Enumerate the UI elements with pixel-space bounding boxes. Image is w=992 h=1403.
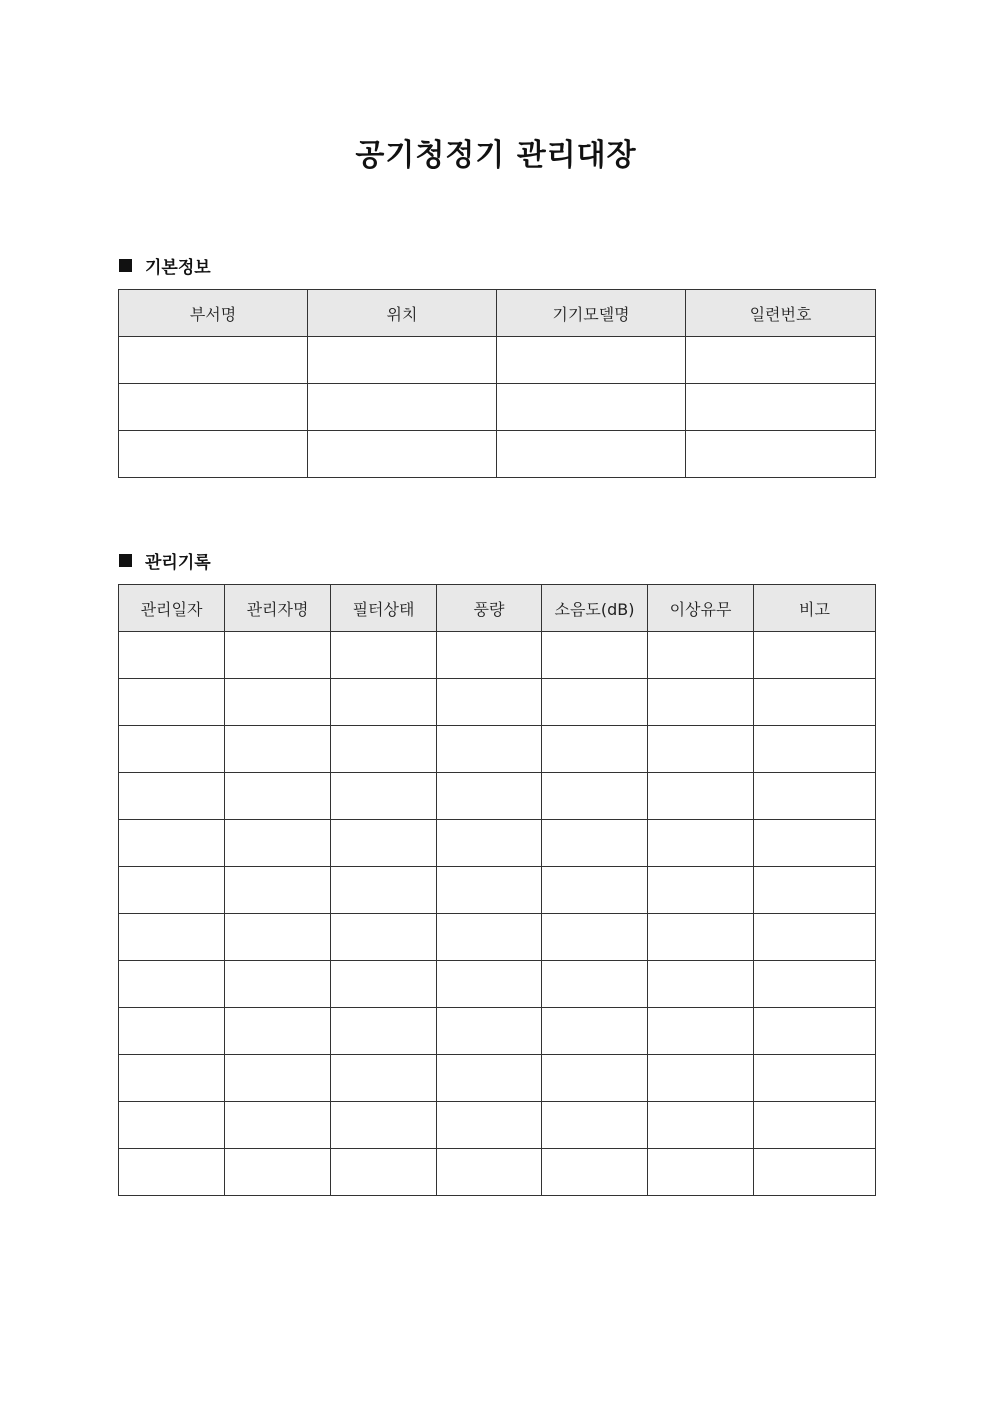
basic-info-table bbox=[118, 289, 876, 478]
record-cell[interactable] bbox=[119, 961, 225, 1008]
table-row bbox=[119, 867, 876, 914]
record-cell[interactable] bbox=[225, 961, 331, 1008]
record-cell[interactable] bbox=[648, 1102, 754, 1149]
record-cell[interactable] bbox=[119, 773, 225, 820]
record-cell[interactable] bbox=[331, 867, 437, 914]
record-cell[interactable] bbox=[437, 679, 542, 726]
record-cell[interactable] bbox=[119, 820, 225, 867]
basic-info-cell[interactable] bbox=[119, 431, 308, 478]
record-cell[interactable] bbox=[542, 726, 648, 773]
record-cell[interactable] bbox=[542, 1008, 648, 1055]
table-row bbox=[119, 820, 876, 867]
record-cell[interactable] bbox=[437, 820, 542, 867]
record-cell[interactable] bbox=[225, 1008, 331, 1055]
square-bullet-icon bbox=[119, 259, 132, 272]
record-cell[interactable] bbox=[225, 726, 331, 773]
record-cell[interactable] bbox=[437, 867, 542, 914]
record-cell[interactable] bbox=[331, 632, 437, 679]
record-cell[interactable] bbox=[754, 726, 876, 773]
column-header-serial-number: 일련번호 bbox=[686, 290, 876, 337]
basic-info-cell[interactable] bbox=[686, 337, 876, 384]
record-cell[interactable] bbox=[225, 773, 331, 820]
document-title: 공기청정기 관리대장 bbox=[355, 138, 637, 173]
record-cell[interactable] bbox=[437, 1102, 542, 1149]
record-cell[interactable] bbox=[754, 679, 876, 726]
record-cell[interactable] bbox=[225, 632, 331, 679]
record-cell[interactable] bbox=[331, 1102, 437, 1149]
column-header-noise-level: 소음도(dB) bbox=[542, 585, 648, 632]
basic-info-heading bbox=[119, 253, 211, 277]
record-cell[interactable] bbox=[542, 632, 648, 679]
record-cell[interactable] bbox=[225, 1055, 331, 1102]
record-cell[interactable] bbox=[437, 773, 542, 820]
record-cell[interactable] bbox=[437, 961, 542, 1008]
record-cell[interactable] bbox=[754, 961, 876, 1008]
management-records-heading-label: 관리기록 bbox=[145, 552, 211, 573]
record-cell[interactable] bbox=[648, 914, 754, 961]
table-row bbox=[119, 384, 876, 431]
record-cell[interactable] bbox=[437, 632, 542, 679]
record-cell[interactable] bbox=[437, 914, 542, 961]
basic-info-header-row bbox=[119, 290, 876, 337]
record-cell[interactable] bbox=[754, 1102, 876, 1149]
record-cell[interactable] bbox=[437, 1055, 542, 1102]
record-cell[interactable] bbox=[542, 679, 648, 726]
record-cell[interactable] bbox=[119, 914, 225, 961]
record-cell[interactable] bbox=[437, 1149, 542, 1196]
basic-info-cell[interactable] bbox=[308, 384, 497, 431]
table-row bbox=[119, 632, 876, 679]
record-cell[interactable] bbox=[648, 1149, 754, 1196]
table-row bbox=[119, 1149, 876, 1196]
management-records-header-row bbox=[119, 585, 876, 632]
table-row bbox=[119, 679, 876, 726]
record-cell[interactable] bbox=[648, 773, 754, 820]
record-cell[interactable] bbox=[331, 773, 437, 820]
record-cell[interactable] bbox=[225, 679, 331, 726]
table-row bbox=[119, 726, 876, 773]
record-cell[interactable] bbox=[119, 1008, 225, 1055]
record-cell[interactable] bbox=[542, 1055, 648, 1102]
basic-info-cell[interactable] bbox=[308, 431, 497, 478]
record-cell[interactable] bbox=[754, 867, 876, 914]
basic-info-cell[interactable] bbox=[119, 384, 308, 431]
record-cell[interactable] bbox=[542, 1102, 648, 1149]
column-header-air-volume: 풍량 bbox=[437, 585, 542, 632]
record-cell[interactable] bbox=[225, 914, 331, 961]
record-cell[interactable] bbox=[542, 961, 648, 1008]
record-cell[interactable] bbox=[648, 867, 754, 914]
basic-info-heading-label: 기본정보 bbox=[145, 257, 211, 278]
record-cell[interactable] bbox=[648, 820, 754, 867]
record-cell[interactable] bbox=[331, 1149, 437, 1196]
record-cell[interactable] bbox=[119, 632, 225, 679]
record-cell[interactable] bbox=[754, 1055, 876, 1102]
record-cell[interactable] bbox=[119, 1102, 225, 1149]
table-row bbox=[119, 1008, 876, 1055]
record-cell[interactable] bbox=[437, 1008, 542, 1055]
record-cell[interactable] bbox=[331, 1055, 437, 1102]
record-cell[interactable] bbox=[648, 961, 754, 1008]
record-cell[interactable] bbox=[542, 914, 648, 961]
record-cell[interactable] bbox=[119, 1055, 225, 1102]
record-cell[interactable] bbox=[331, 679, 437, 726]
table-row bbox=[119, 337, 876, 384]
record-cell[interactable] bbox=[331, 1008, 437, 1055]
record-cell[interactable] bbox=[225, 1102, 331, 1149]
table-row bbox=[119, 1102, 876, 1149]
column-header-department: 부서명 bbox=[119, 290, 308, 337]
basic-info-cell[interactable] bbox=[119, 337, 308, 384]
column-header-management-date: 관리일자 bbox=[119, 585, 225, 632]
management-records-table bbox=[118, 584, 876, 1196]
record-cell[interactable] bbox=[225, 820, 331, 867]
record-cell[interactable] bbox=[542, 773, 648, 820]
record-cell[interactable] bbox=[754, 632, 876, 679]
table-row bbox=[119, 431, 876, 478]
record-cell[interactable] bbox=[331, 726, 437, 773]
record-cell[interactable] bbox=[119, 679, 225, 726]
column-header-remarks: 비고 bbox=[754, 585, 876, 632]
record-cell[interactable] bbox=[437, 726, 542, 773]
basic-info-cell[interactable] bbox=[308, 337, 497, 384]
record-cell[interactable] bbox=[331, 961, 437, 1008]
record-cell[interactable] bbox=[331, 914, 437, 961]
record-cell[interactable] bbox=[119, 726, 225, 773]
record-cell[interactable] bbox=[754, 1008, 876, 1055]
record-cell[interactable] bbox=[542, 820, 648, 867]
table-row bbox=[119, 1055, 876, 1102]
record-cell[interactable] bbox=[119, 1149, 225, 1196]
column-header-abnormality: 이상유무 bbox=[648, 585, 754, 632]
table-row bbox=[119, 773, 876, 820]
record-cell[interactable] bbox=[331, 820, 437, 867]
table-row bbox=[119, 961, 876, 1008]
record-cell[interactable] bbox=[119, 867, 225, 914]
record-cell[interactable] bbox=[648, 632, 754, 679]
management-records-body bbox=[119, 632, 876, 1196]
column-header-model-name: 기기모델명 bbox=[497, 290, 686, 337]
basic-info-cell[interactable] bbox=[686, 431, 876, 478]
record-cell[interactable] bbox=[648, 679, 754, 726]
record-cell[interactable] bbox=[754, 820, 876, 867]
record-cell[interactable] bbox=[648, 1008, 754, 1055]
column-header-location: 위치 bbox=[308, 290, 497, 337]
record-cell[interactable] bbox=[754, 1149, 876, 1196]
basic-info-cell[interactable] bbox=[497, 431, 686, 478]
column-header-filter-status: 필터상태 bbox=[331, 585, 437, 632]
management-records-heading bbox=[119, 548, 211, 572]
square-bullet-icon bbox=[119, 554, 132, 567]
record-cell[interactable] bbox=[542, 867, 648, 914]
record-cell[interactable] bbox=[225, 1149, 331, 1196]
basic-info-cell[interactable] bbox=[497, 337, 686, 384]
record-cell[interactable] bbox=[754, 773, 876, 820]
basic-info-cell[interactable] bbox=[497, 384, 686, 431]
basic-info-cell[interactable] bbox=[686, 384, 876, 431]
column-header-manager-name: 관리자명 bbox=[225, 585, 331, 632]
record-cell[interactable] bbox=[225, 867, 331, 914]
table-row bbox=[119, 914, 876, 961]
record-cell[interactable] bbox=[542, 1149, 648, 1196]
record-cell[interactable] bbox=[754, 914, 876, 961]
record-cell[interactable] bbox=[648, 1055, 754, 1102]
record-cell[interactable] bbox=[648, 726, 754, 773]
